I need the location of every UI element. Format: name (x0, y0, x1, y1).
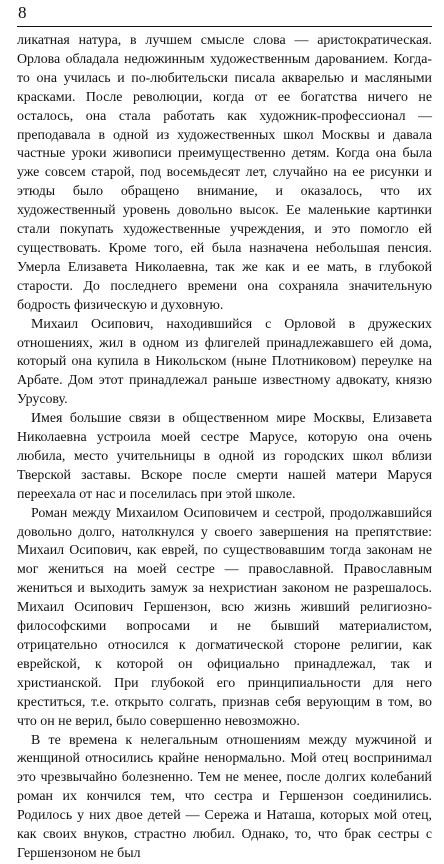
paragraph: Михаил Осипович, находившийся с Орловой в дружеских отношениях, жил в одном из флигелей принадлежавшего ей дома, который она купила в Никольском (ныне Плотниковом) переулке на Арбате. Дом этот принадлежал раньше известному адвокату, князю Урусову. (17, 316, 432, 408)
paragraph: Имея большие связи в общественном мире Москвы, Елизавета Николаевна устроила моей сестре Марусе, которую она очень любила, место учительницы в одной из городских школ вблизи Тверской заставы. Вскоре после смерти нашей матери Маруся переехала от нас и поселилась при этой школе. (17, 411, 432, 502)
paragraph: В те времена к нелегальным отношениям между мужчиной и женщиной относились крайне ненормально. Мой отец воспринимал это чрезвычайно болезненно. Тем не менее, после долгих колебаний роман их кончился тем, что сестра и Гершензон соединились. Родилось у них двое детей — Сережа и Наташа, которых мой отец, как своих внуков, страстно любил. Однако, то, что брак сестры с Гершензоном не был (17, 732, 432, 861)
page-header (17, 2, 432, 27)
paragraph-continued: ликатная натура, в лучшем смысле слова — аристократическая. Орлова обладала недюжинным художественным дарованием. Когда-то она училась и по-любительски писала акварелью и масляными красками. После революции, когда от ее богатства ничего не осталось, она стала работать как художник-профессионал — преподавала в одной из художественных школ Москвы и давала частные уроки живописи преимущественно детям. Когда она была уже совсем старой, под восемьдесят лет, случайно на ее рисунки и этюды было обращено внимание, и оказалось, что их художественный уровень довольно высок. Ее маленькие картинки стали покупать художественные учреждения, и это помогло ей существовать. Кроме того, ей была назначена небольшая пенсия. Умерла Елизавета Николаевна, так же как и ее мать, в глубокой старости. До последнего времени она сохраняла значительную бодрость физическую и духовную. (17, 33, 432, 313)
page-number: 8 (18, 3, 27, 22)
paragraph: Роман между Михаилом Осиповичем и сестрой, продолжавшийся довольно долго, натолкнулся у своего завершения на препятствие: Михаил Осипович, как еврей, по существовавшим тогда законам не мог жениться на моей сестре — православной. Православным жениться и выходить замуж за нехристиан законом не разрешалось. Михаил Осипович Гершензон, всю жизнь живший религиозно-философскими вопросами и не бывший материалистом, отрицательно относился к догматической стороне религии, как еврейской, к которой он официально принадлежал, так и христианской. При глубокой его принципиальности для него креститься, т.е. открыто солгать, признав себя верующим в том, во что он не верил, было совершенно невозможно. (17, 505, 432, 729)
page-body (17, 32, 432, 864)
